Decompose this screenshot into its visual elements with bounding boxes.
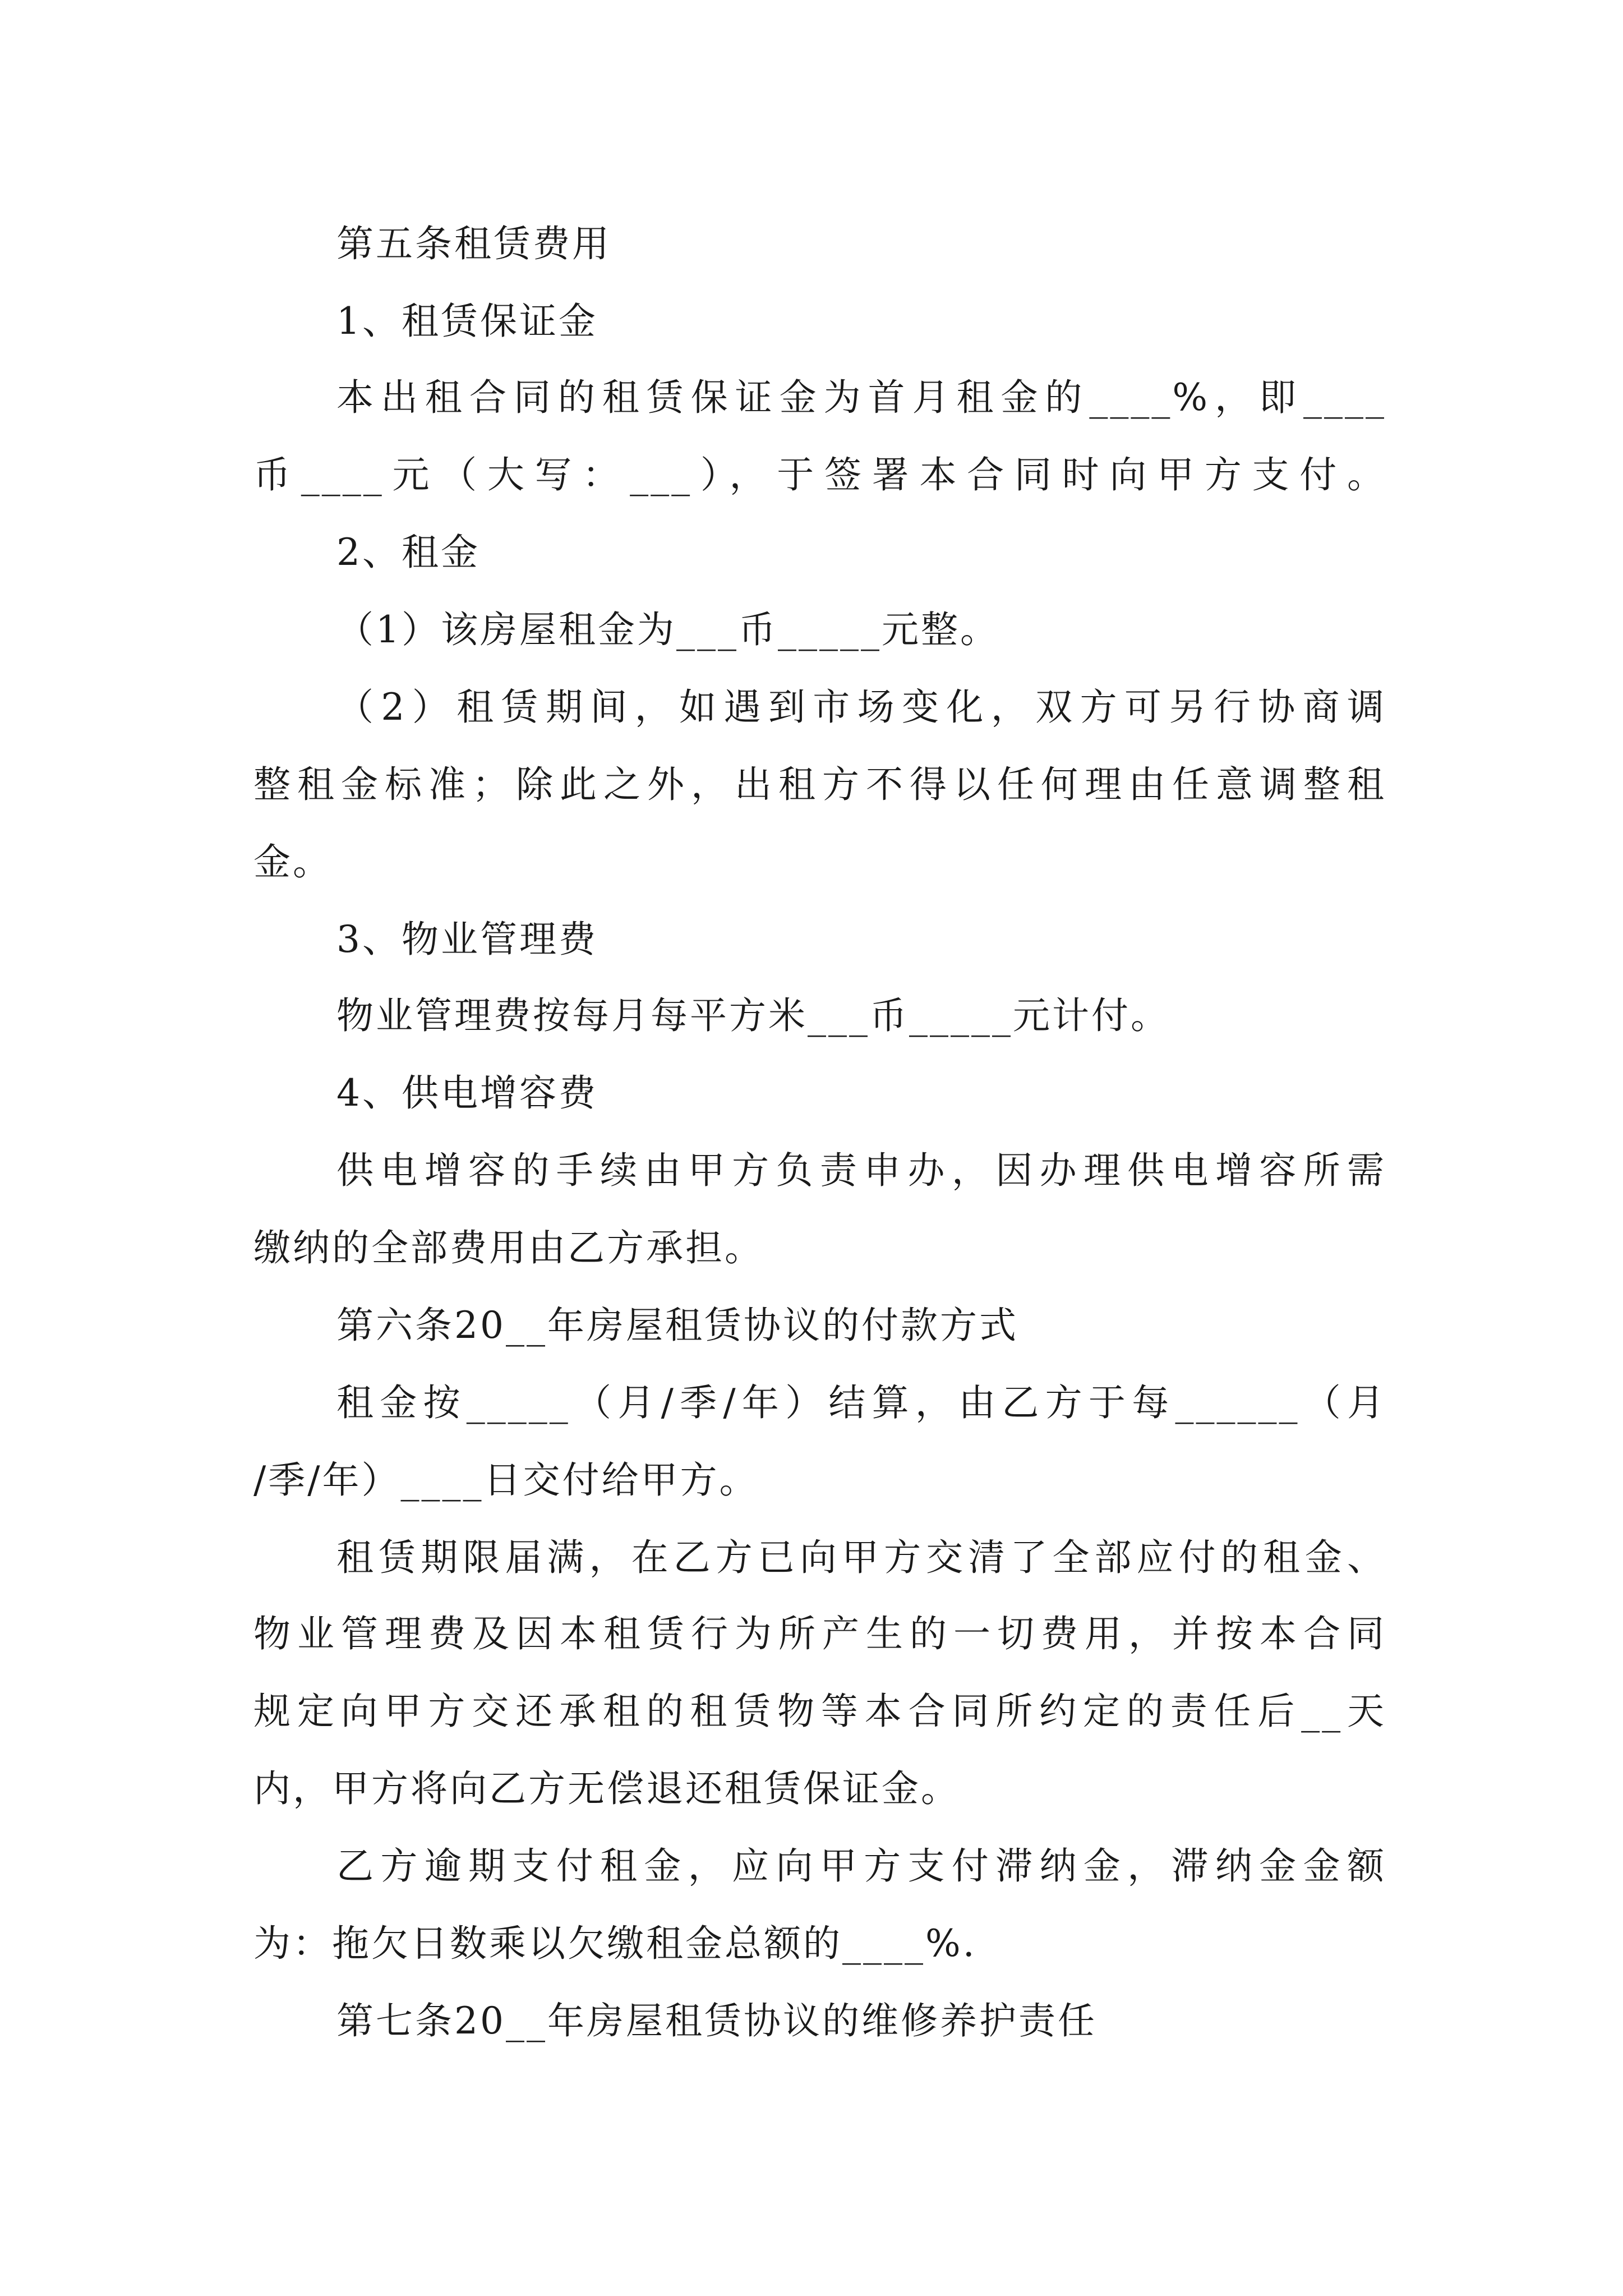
text-line: 规定向甲方交还承租的租赁物等本合同所约定的责任后__天	[253, 1690, 1386, 1733]
text-line: （2）租赁期间，如遇到市场变化，双方可另行协商调	[336, 685, 1386, 729]
text-line: 1、租赁保证金	[336, 300, 598, 343]
text-line: 本出租合同的租赁保证金为首月租金的____%，即____	[336, 376, 1386, 419]
text-line: 供电增容的手续由甲方负责申办，因办理供电增容所需	[336, 1149, 1386, 1192]
text-line: 第七条20__年房屋租赁协议的维修养护责任	[336, 1999, 1097, 2042]
text-line: 物业管理费及因本租赁行为所产生的一切费用，并按本合同	[253, 1612, 1386, 1655]
text-line: 金。	[253, 840, 332, 884]
text-line: （1）该房屋租金为___币_____元整。	[336, 608, 999, 651]
text-line: 3、物业管理费	[336, 918, 598, 961]
text-line: 租赁期限届满，在乙方已向甲方交清了全部应付的租金、	[336, 1536, 1386, 1579]
text-line: 第五条租赁费用	[336, 222, 611, 265]
text-line: 内，甲方将向乙方无偿退还租赁保证金。	[253, 1767, 960, 1810]
text-line: 2、租金	[336, 531, 480, 574]
text-line: 整租金标准；除此之外，出租方不得以任何理由任意调整租	[253, 763, 1386, 806]
text-line: 乙方逾期支付租金，应向甲方支付滞纳金，滞纳金金额	[336, 1844, 1386, 1888]
text-line: 缴纳的全部费用由乙方承担。	[253, 1226, 764, 1269]
text-line: 第六条20__年房屋租赁协议的付款方式	[336, 1304, 1018, 1347]
text-line: 为：拖欠日数乘以欠缴租金总额的____%.	[253, 1922, 977, 1965]
text-line: 物业管理费按每月每平方米___币_____元计付。	[336, 994, 1170, 1037]
text-line: 币____元（大写：___），于签署本合同时向甲方支付。	[253, 453, 1386, 496]
text-line: /季/年）____日交付给甲方。	[253, 1458, 759, 1502]
text-line: 4、供电增容费	[336, 1071, 598, 1115]
text-line: 租金按_____（月/季/年）结算，由乙方于每______（月	[336, 1381, 1386, 1424]
